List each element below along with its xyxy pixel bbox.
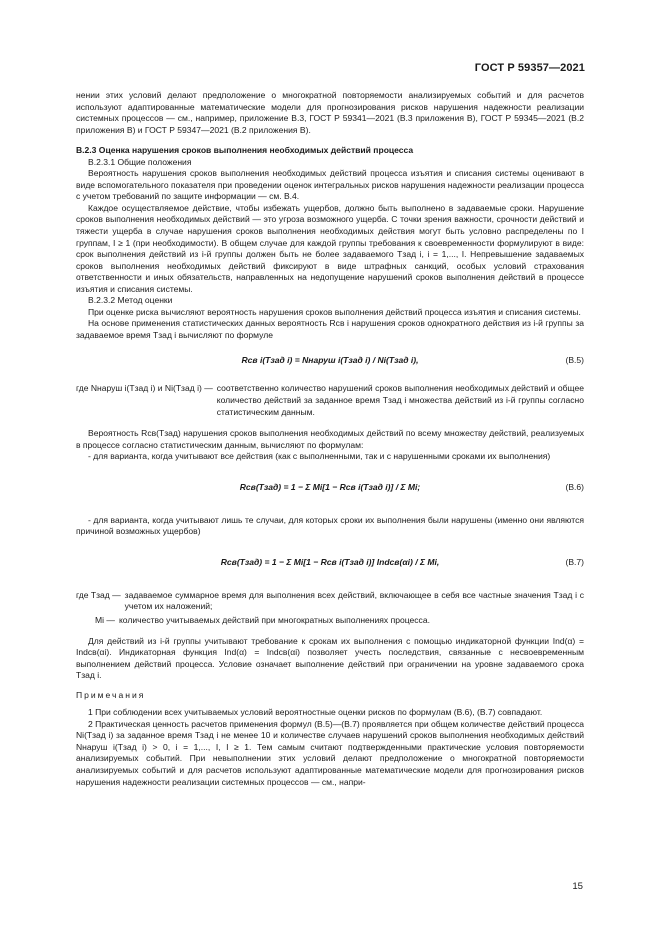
definition-term: где Tзад — — [76, 589, 121, 600]
definition-text: количество учитываемых действий при многократных выполнениях процесса. — [118, 614, 430, 625]
paragraph: Каждое осуществляемое действие, чтобы избежать ущербов, должно быть выполнено в задаваемые сроки. Нарушение сроков выполнения необходимых действий — это угроза возможного ущерба. С точки зрения важности, срочности действий и тяжести ущерба в случае нарушения сроков выполнения необходимых действия могут быть условно распределены по I группам, I ≥ 1 (при необходимости). В общем случае для каждой группы требования к своевременности формулируют в виде: срок выполнения действий из i-й группы должен быть не более задаваемого Tзад i, i = 1,..., I. Непревышение задаваемых сроков выполнения необходимых действий фиксируют в виде штрафных санкций, особых условий страхования ответственности и иных обязательств, направленных на недопущение нарушений сроков выполнения действий в процессе изъятия и списания системы. — [76, 202, 584, 294]
formula-number: (В.6) — [565, 481, 584, 492]
notes-heading: Примечания — [76, 689, 146, 700]
definition-text: соответственно количество нарушений сроков выполнения необходимых действий и общее количество действий за заданное время Tзад i множества действий из i-й группы согласно статистическим данным. — [216, 383, 584, 417]
note-item: 1 При соблюдении всех учитываемых условий вероятностные оценки рисков по формулам (В.6), (В.7) совпадают. — [88, 707, 543, 718]
formula-number: (В.7) — [565, 556, 584, 567]
formula-b7 — [76, 548, 584, 580]
formula-text: Rсв(Tзад) = 1 − Σ Mi[1 − Rсв i(Tзад i)] Indсв(αi) / Σ Mi, — [220, 556, 440, 567]
definition-row — [76, 383, 584, 418]
section-title: В.2.3 Оценка нарушения сроков выполнения необходимых действий процесса — [76, 145, 414, 156]
page-number: 15 — [572, 881, 583, 892]
paragraph: Для действий из i-й группы учитывают требование к срокам их выполнения с помощью индикаторной функции Ind(α) = Indсв(αi). Индикаторная функция Ind(α) = Indсв(αi) позволяет учесть последствия, связанные с несвоевременным выполнением действий процесса. Условие означает выполнение действий при ограничении на уровне задаваемого срока Tзад i. — [76, 635, 584, 681]
formula-text: Rсв(Tзад) = 1 − Σ Mi[1 − Rсв i(Tзад i)] / Σ Mi; — [239, 481, 421, 492]
paragraph: На основе применения статистических данных вероятность Rсв i нарушения сроков однократного действия из i-й группы за задаваемое время Tзад i вычисляют по формуле — [76, 318, 584, 340]
paragraph: нении этих условий делают предположение о многократной повторяемости анализируемых событий и для расчетов используют адаптированные математические модели для прогнозирования рисков нарушения надежности реализации системных процессов — см., например, приложение В.3, ГОСТ Р 59341—2021 (В.3 приложения В), ГОСТ Р 59345—2021 (В.2 приложения В) и ГОСТ Р 59347—2021 (В.2 приложения В). — [76, 90, 584, 135]
formula-number: (В.5) — [565, 355, 584, 366]
subsection-title: В.2.3.1 Общие положения — [88, 156, 192, 167]
paragraph: Вероятность нарушения сроков выполнения необходимых действий процесса изъятия и списания системы оценивают в виде вспомогательного показателя при проведении оценок интегральных рисков нарушения надежности реализации процесса с учетом требований по защите информации — см. В.4. — [76, 168, 584, 202]
paragraph: Вероятность Rсв(Tзад) нарушения сроков выполнения необходимых действий по всему множеству действий, реализуемых в процессе согласно статистическим данным, вычисляют по формулам: — [76, 428, 584, 450]
definition-term: Mi — — [95, 614, 115, 625]
paragraph: - для варианта, когда учитывают лишь те случаи, для которых сроки их выполнения были нарушены (именно они являются причиной возможных ущербов) — [76, 514, 584, 537]
note-item: 2 Практическая ценность расчетов применения формул (В.5)—(В.7) проявляется при общем количестве действий процесса Ni(Tзад i) за заданное время Tзад i не менее 10 и количестве случаев нарушений сроков выполнения необходимых действий Nнаруш i(Tзад i) > 0, i = 1,..., I, I ≥ 1. Тем самым считают подтвержденными практические условия повторяемости анализируемых событий. При невыполнении этих условий делают предположение о многократной повторяемости анализируемых событий и для расчетов используют адаптированные математические модели для прогнозирования рисков нарушения надежности реализации системных процессов — см., напри- — [76, 718, 584, 787]
subsection-title: В.2.3.2 Метод оценки — [88, 295, 173, 306]
definition-text: задаваемое суммарное время для выполнения всех действий, включающее в себя все частные значения Tзад i с учетом их наложений; — [124, 589, 584, 612]
formula-b5 — [76, 351, 584, 373]
paragraph: При оценке риска вычисляют вероятность нарушения сроков выполнения действий процесса изъятия и списания системы. — [88, 306, 581, 317]
paragraph: - для варианта, когда учитывают все действия (как с выполненными, так и с нарушенными сроками их выполнения) — [88, 451, 551, 462]
definition-row — [76, 615, 584, 627]
formula-b6 — [76, 473, 584, 505]
standard-header: ГОСТ Р 59357—2021 — [474, 62, 585, 74]
formula-text: Rсв i(Tзад i) = Nнаруш i(Tзад i) / Ni(Tзад i), — [241, 355, 419, 366]
definition-term: где Nнаруш i(Tзад i) и Ni(Tзад i) — — [76, 383, 213, 394]
document-body — [76, 90, 584, 788]
definition-row — [76, 590, 584, 613]
